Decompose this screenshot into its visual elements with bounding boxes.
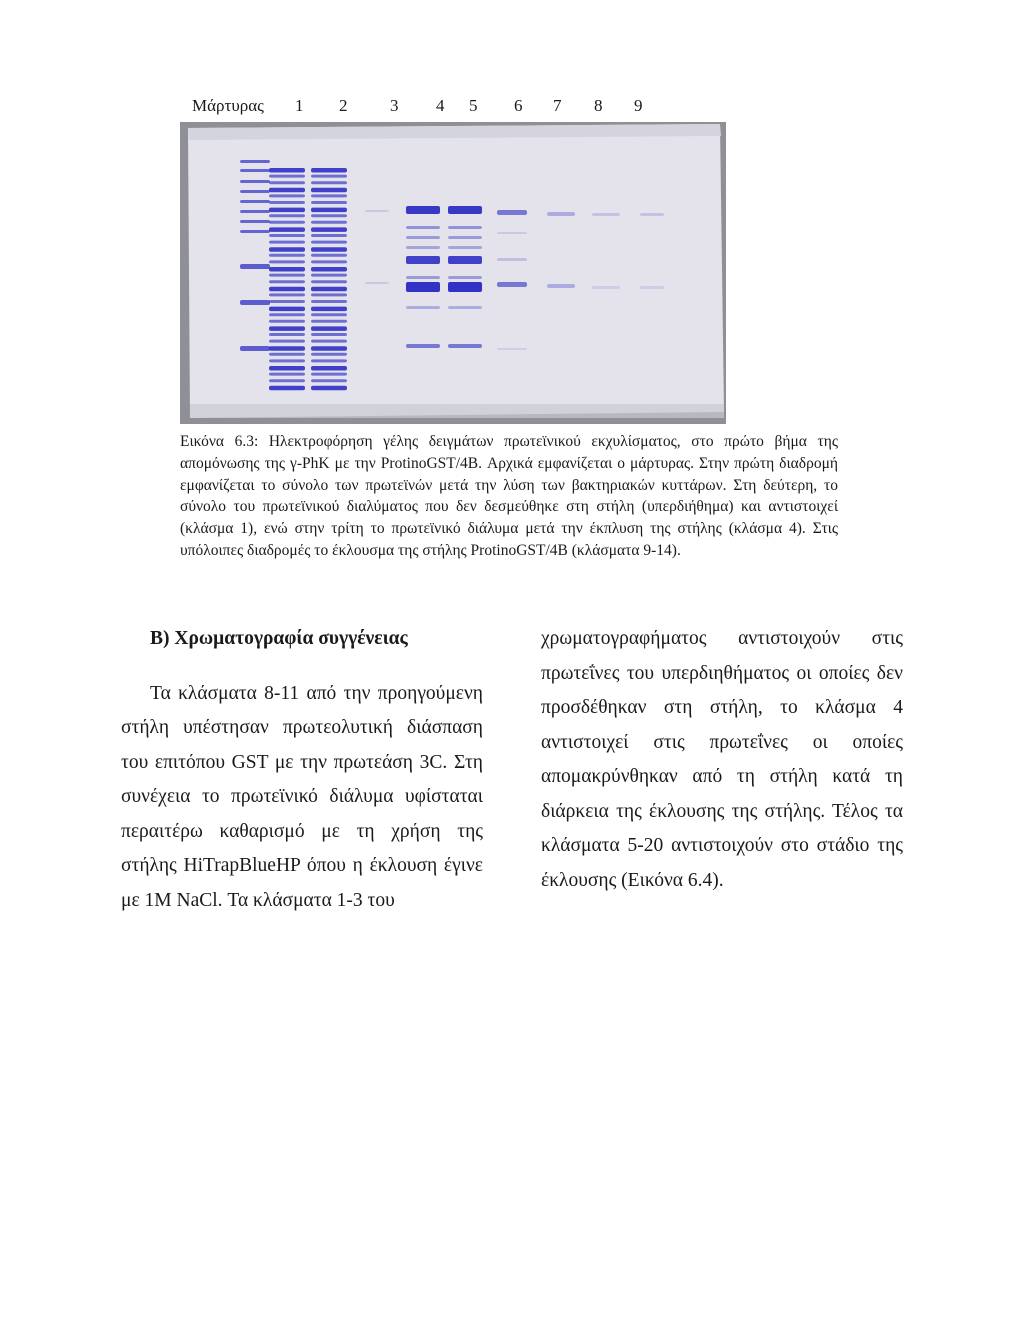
gel-lane-1-band-6 (269, 208, 305, 213)
gel-lane-2-band-3 (311, 188, 347, 193)
gel-lane-6-band-3 (497, 282, 527, 287)
gel-lane-2-band-2 (311, 181, 347, 184)
gel-lane-2-band-19 (311, 293, 347, 296)
gel-lane-5-band-5 (448, 276, 482, 279)
gel-lane-2-band-4 (311, 194, 347, 197)
gel-lane-4-band-8 (406, 344, 440, 348)
figure-caption: Εικόνα 6.3: Ηλεκτροφόρηση γέλης δειγμάτων πρωτεϊνικού εκχυλίσματος, στο πρώτο βήμα της απομόνωσης της γ-PhK με την ProtinoGST/4B. Αρχικά εμφανίζεται ο μάρτυρας. Στην πρώτη διαδρομή εμφανίζεται το σύνολο των πρωτεϊνών μετά την λύση των βακτηριακών κυττάρων. Στη δεύτερη, το σύνολο του πρωτεϊνικού διαλύματος που δεν δεσμεύθηκε στη στήλη (υπερδιήθημα) και αντιστοιχεί (κλάσμα 1), ενώ στην τρίτη το πρωτεϊνικό διάλυμα μετά την έκπλυση της στήλης (κλάσμα 4). Στις υπόλοιπες διαδρομές το έκλουσμα της στήλης ProtinoGST/4B (κλάσματα 9-14). (180, 433, 838, 559)
gel-lane-6-band-4 (497, 348, 527, 350)
gel-lane-5-band-8 (448, 344, 482, 348)
gel-lane-4-band-6 (406, 282, 440, 292)
gel-lane-1-band-19 (269, 293, 305, 296)
gel-lane-1-band-30 (269, 366, 305, 371)
gel-lane-4-band-3 (406, 246, 440, 249)
gel-lane-2-band-26 (311, 340, 347, 343)
gel-lane-3-band-1 (365, 282, 389, 284)
gel-lane-marker-band-2 (240, 180, 270, 183)
gel-lane-marker-band-6 (240, 220, 270, 223)
gel-lane-2-band-23 (311, 320, 347, 323)
lane-label-3: 3 (390, 96, 399, 115)
gel-lane-4-band-7 (406, 306, 440, 309)
gel-lane-2-band-30 (311, 366, 347, 371)
gel-lane-2-band-14 (311, 260, 347, 263)
lane-label-4: 4 (436, 96, 445, 115)
gel-lane-1-band-22 (269, 313, 305, 316)
gel-svg (180, 122, 726, 424)
gel-lane-4-band-4 (406, 256, 440, 264)
gel-lane-1-band-33 (269, 386, 305, 391)
gel-lane-2-band-0 (311, 168, 347, 173)
gel-lane-2-band-5 (311, 201, 347, 204)
gel-lane-6-band-2 (497, 258, 527, 261)
gel-lane-1-band-11 (269, 241, 305, 244)
lane-label-5: 5 (469, 96, 478, 115)
gel-lane-2-band-31 (311, 373, 347, 376)
gel-lane-1-band-2 (269, 181, 305, 184)
gel-lane-5-band-7 (448, 306, 482, 309)
gel-lane-marker-band-1 (240, 169, 270, 172)
lane-label-6: 6 (514, 96, 523, 115)
gel-lane-1-band-28 (269, 353, 305, 356)
gel-lane-2-band-6 (311, 208, 347, 213)
gel-lane-8-band-1 (592, 286, 620, 289)
gel-lane-2-band-22 (311, 313, 347, 316)
gel-lane-8-band-0 (592, 213, 620, 216)
gel-lane-1-band-29 (269, 359, 305, 362)
gel-lane-9-band-1 (640, 286, 664, 289)
lane-label-7: 7 (553, 96, 562, 115)
lane-label-1: 1 (295, 96, 304, 115)
gel-lane-2-band-29 (311, 359, 347, 362)
gel-lane-1-band-25 (269, 333, 305, 336)
gel-lane-marker-band-8 (240, 264, 270, 269)
gel-lane-1-band-26 (269, 340, 305, 343)
gel-lane-1-band-31 (269, 373, 305, 376)
gel-lane-1-band-5 (269, 201, 305, 204)
lane-label-9: 9 (634, 96, 643, 115)
body-paragraph-right: χρωματογραφήματος αντιστοιχούν στις πρωτεΐνες του υπερδιηθήματος οι οποίες δεν προσδέθηκαν στη στήλη, το κλάσμα 4 αντιστοιχεί στις πρωτεΐνες οι οποίες απομακρύνθηκαν από τη στήλη κατά τη διάρκεια της έκλουσης της στήλης. Τέλος τα κλάσματα 5-20 αντιστοιχούν στο στάδιο της έκλουσης (Εικόνα 6.4). (541, 628, 903, 891)
gel-lane-1-band-3 (269, 188, 305, 193)
gel-lane-1-band-9 (269, 227, 305, 232)
gel-slab (188, 124, 724, 418)
gel-lane-1-band-10 (269, 234, 305, 237)
gel-lane-2-band-13 (311, 254, 347, 257)
gel-lane-2-band-20 (311, 300, 347, 303)
gel-lane-2-band-32 (311, 379, 347, 382)
gel-lane-1-band-0 (269, 168, 305, 173)
gel-lane-2-band-18 (311, 287, 347, 292)
gel-lane-2-band-10 (311, 234, 347, 237)
lane-label-8: 8 (594, 96, 603, 115)
gel-lane-2-band-17 (311, 280, 347, 283)
gel-lane-marker-band-5 (240, 210, 270, 213)
gel-lane-1-band-23 (269, 320, 305, 323)
gel-lane-marker-band-4 (240, 200, 270, 203)
gel-lane-2-band-24 (311, 326, 347, 331)
gel-lane-4-band-5 (406, 276, 440, 279)
gel-lane-4-band-2 (406, 236, 440, 239)
gel-lane-1-band-17 (269, 280, 305, 283)
gel-lane-2-band-28 (311, 353, 347, 356)
gel-lane-7-band-0 (547, 212, 575, 216)
gel-lane-5-band-6 (448, 282, 482, 292)
gel-lane-9-band-0 (640, 213, 664, 216)
gel-lane-2-band-1 (311, 175, 347, 178)
gel-lane-2-band-33 (311, 386, 347, 391)
body-column-left (121, 622, 483, 918)
gel-lane-2-band-12 (311, 247, 347, 252)
gel-lane-1-band-12 (269, 247, 305, 252)
gel-lane-2-band-15 (311, 267, 347, 272)
gel-lane-2-band-11 (311, 241, 347, 244)
lane-label-2: 2 (339, 96, 348, 115)
gel-lane-1-band-13 (269, 254, 305, 257)
gel-lane-1-band-7 (269, 214, 305, 217)
gel-lane-2-band-7 (311, 214, 347, 217)
gel-lane-1-band-15 (269, 267, 305, 272)
gel-lane-4-band-1 (406, 226, 440, 229)
gel-lane-5-band-4 (448, 256, 482, 264)
gel-lane-1-band-8 (269, 221, 305, 224)
gel-lane-1-band-27 (269, 346, 305, 351)
gel-lane-4-band-0 (406, 206, 440, 214)
gel-lane-2-band-9 (311, 227, 347, 232)
gel-lane-1-band-14 (269, 260, 305, 263)
gel-lane-1-band-20 (269, 300, 305, 303)
gel-lane-2-band-16 (311, 274, 347, 277)
gel-lane-5-band-2 (448, 236, 482, 239)
section-heading: Β) Χρωματογραφία συγγένειας (150, 628, 408, 649)
gel-lane-7-band-1 (547, 284, 575, 288)
gel-lane-labels (0, 96, 1024, 120)
gel-lane-2-band-8 (311, 221, 347, 224)
gel-lane-1-band-1 (269, 175, 305, 178)
gel-lane-1-band-21 (269, 307, 305, 312)
gel-lane-5-band-1 (448, 226, 482, 229)
gel-lane-marker-band-3 (240, 190, 270, 193)
gel-lane-1-band-4 (269, 194, 305, 197)
gel-lane-6-band-1 (497, 232, 527, 234)
gel-lane-6-band-0 (497, 210, 527, 215)
gel-lane-1-band-18 (269, 287, 305, 292)
lane-label-marker: Μάρτυρας (192, 96, 264, 115)
body-column-right (541, 622, 903, 898)
gel-lane-2-band-21 (311, 307, 347, 312)
gel-lane-3-band-0 (365, 210, 389, 212)
gel-bottom-edge (190, 404, 724, 418)
gel-lane-5-band-3 (448, 246, 482, 249)
gel-lane-marker-band-0 (240, 160, 270, 163)
gel-lane-1-band-24 (269, 326, 305, 331)
body-paragraph-left: Τα κλάσματα 8-11 από την προηγούμενη στήλη υπέστησαν πρωτεολυτική διάσπαση του επιτόπου GST με την πρωτεάση 3C. Στη συνέχεια το πρωτεϊνικό διάλυμα υφίσταται περαιτέρω καθαρισμό με τη χρήση της στήλης HiTrapBlueHP όπου η έκλουση έγινε με 1M NaCl. Τα κλάσματα 1-3 του (121, 682, 483, 911)
gel-lane-1-band-32 (269, 379, 305, 382)
gel-lane-2-band-25 (311, 333, 347, 336)
gel-lane-5-band-0 (448, 206, 482, 214)
gel-lane-marker-band-9 (240, 300, 270, 305)
gel-lane-1-band-16 (269, 274, 305, 277)
gel-electrophoresis-image (180, 122, 726, 424)
gel-lane-marker-band-7 (240, 230, 270, 233)
gel-lane-marker-band-10 (240, 346, 270, 351)
gel-lane-2-band-27 (311, 346, 347, 351)
